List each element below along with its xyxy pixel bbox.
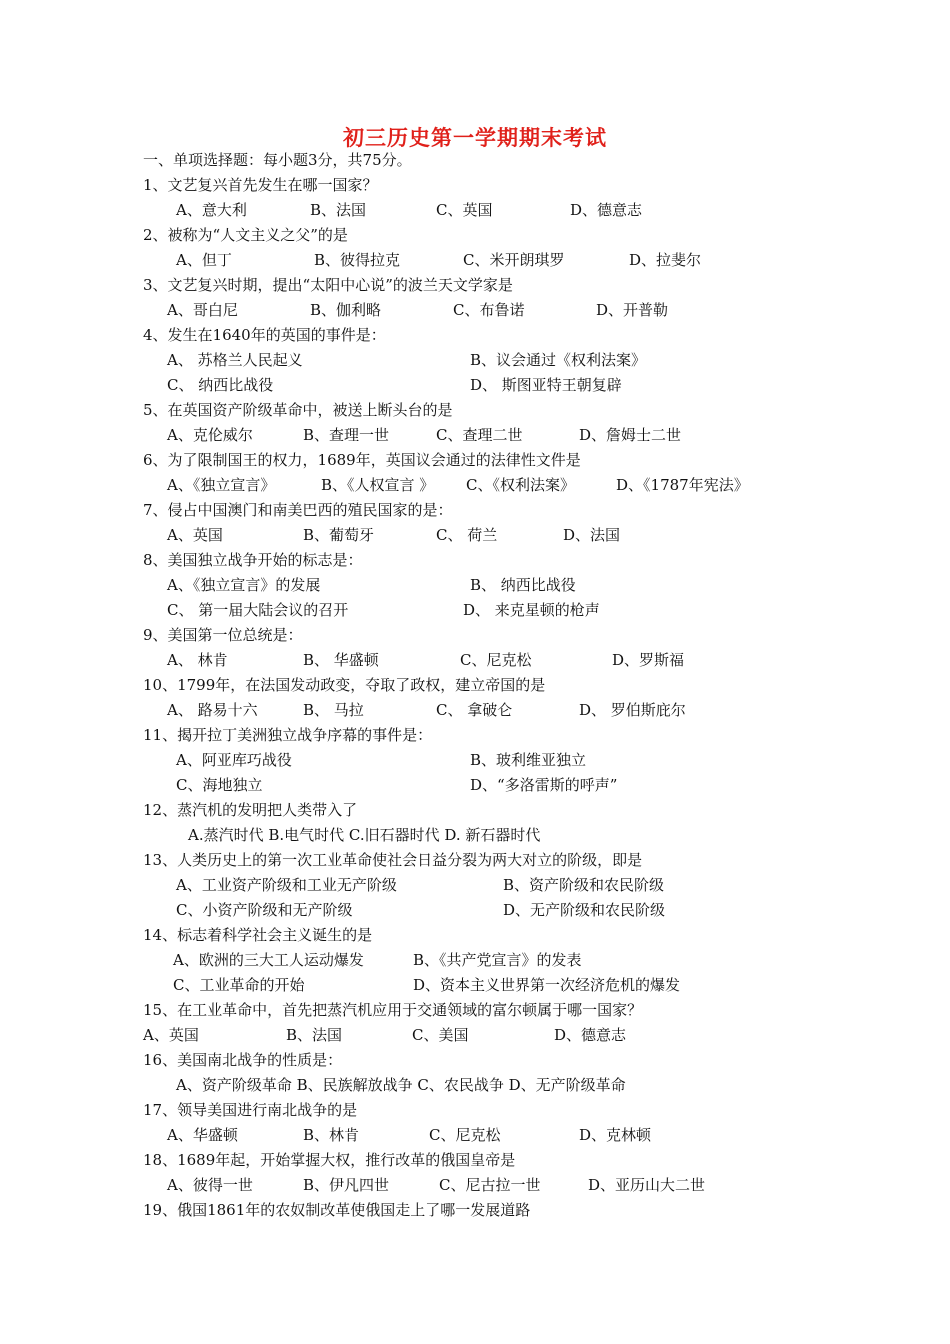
option: D、开普勒: [596, 301, 669, 319]
option: A、克伦威尔: [167, 426, 253, 444]
option: D、资本主义世界第一次经济危机的爆发: [413, 976, 681, 994]
option: C、尼克松: [460, 651, 532, 669]
option: D、德意志: [570, 201, 643, 219]
option: B、葡萄牙: [303, 526, 375, 544]
option: A、彼得一世: [167, 1176, 253, 1194]
option: A、资产阶级革命 B、民族解放战争 C、农民战争 D、无产阶级革命: [176, 1076, 626, 1094]
option: B、伊凡四世: [303, 1176, 390, 1194]
question-stem: 15、在工业革命中，首先把蒸汽机应用于交通领域的富尔顿属于哪一国家？: [143, 1001, 643, 1019]
question-stem: 18、1689年起，开始掌握大权，推行改革的俄国皇帝是: [143, 1151, 516, 1169]
option: D、 来克星顿的枪声: [463, 601, 600, 619]
option: D、拉斐尔: [629, 251, 702, 269]
option: A、 路易十六: [167, 701, 258, 719]
exam-title: 初三历史第一学期期末考试: [343, 126, 607, 150]
option: B、 华盛顿: [303, 651, 379, 669]
option: D、法国: [563, 526, 621, 544]
option: D、 斯图亚特王朝复辟: [470, 376, 622, 394]
question-stem: 9、美国第一位总统是：: [143, 626, 303, 644]
option: D、《1787年宪法》: [616, 476, 749, 494]
option: C、查理二世: [436, 426, 523, 444]
exam-content: [143, 148, 783, 1223]
options-row: [143, 373, 783, 398]
options-row: [143, 348, 783, 373]
option: C、 第一届大陆会议的召开: [167, 601, 349, 619]
options-row: [143, 1123, 783, 1148]
options-row: [143, 423, 783, 448]
question-stem: 16、美国南北战争的性质是：: [143, 1051, 343, 1069]
option: B、议会通过《权利法案》: [470, 351, 647, 369]
option: B、《共产党宣言》的发表: [413, 951, 582, 969]
options-row: [143, 748, 783, 773]
question-stem: 10、1799年，在法国发动政变，夺取了政权，建立帝国的是: [143, 676, 546, 694]
option: A、《独立宣言》的发展: [167, 576, 321, 594]
options-row: [143, 948, 783, 973]
options-row: [143, 1073, 783, 1098]
option: A、英国: [143, 1026, 199, 1044]
option: C、 荷兰: [436, 526, 498, 544]
option: B、查理一世: [303, 426, 390, 444]
option: A、意大利: [176, 201, 247, 219]
option: A、华盛顿: [167, 1126, 238, 1144]
option: A、工业资产阶级和工业无产阶级: [176, 876, 397, 894]
options-row: [143, 1173, 783, 1198]
question-stem: 1、文艺复兴首先发生在哪一国家？: [143, 176, 378, 194]
options-row: [143, 1023, 783, 1048]
option: A、 苏格兰人民起义: [167, 351, 303, 369]
option: B、林肯: [303, 1126, 360, 1144]
option: D、 罗伯斯庇尔: [579, 701, 686, 719]
options-row: [143, 773, 783, 798]
section-heading: 一、单项选择题：每小题3分，共75分。: [143, 151, 412, 169]
option: C、海地独立: [176, 776, 263, 794]
option: B、 马拉: [303, 701, 364, 719]
question-stem: 3、文艺复兴时期，提出“太阳中心说”的波兰天文学家是: [143, 276, 513, 294]
options-row: [143, 648, 783, 673]
question-stem: 5、在英国资产阶级革命中，被送上断头台的是: [143, 401, 453, 419]
question-stem: 7、侵占中国澳门和南美巴西的殖民国家的是：: [143, 501, 453, 519]
options-row: [143, 298, 783, 323]
option: D、无产阶级和农民阶级: [503, 901, 666, 919]
option: C、米开朗琪罗: [463, 251, 565, 269]
question-stem: 14、标志着科学社会主义诞生的是: [143, 926, 373, 944]
option: B、资产阶级和农民阶级: [503, 876, 665, 894]
question-stem: 2、被称为“人文主义之父”的是: [143, 226, 348, 244]
option: B、法国: [310, 201, 367, 219]
option: B、《人权宣言 》: [321, 476, 435, 494]
option: A、《独立宣言》: [167, 476, 276, 494]
option: D、德意志: [554, 1026, 627, 1044]
option: C、工业革命的开始: [173, 976, 305, 994]
option: C、小资产阶级和无产阶级: [176, 901, 353, 919]
question-stem: 19、俄国1861年的农奴制改革使俄国走上了哪一发展道路: [143, 1201, 531, 1219]
option: B、法国: [286, 1026, 343, 1044]
option: A、 林肯: [167, 651, 228, 669]
options-row: [143, 823, 783, 848]
question-stem: 13、人类历史上的第一次工业革命使社会日益分裂为两大对立的阶级，即是: [143, 851, 643, 869]
options-row: [143, 973, 783, 998]
option: A、哥白尼: [167, 301, 238, 319]
option: C、《权利法案》: [466, 476, 575, 494]
option: B、彼得拉克: [314, 251, 401, 269]
question-stem: 6、为了限制国王的权力，1689年，英国议会通过的法律性文件是: [143, 451, 581, 469]
options-row: [143, 873, 783, 898]
options-row: [143, 573, 783, 598]
options-row: [143, 248, 783, 273]
option: C、 纳西比战役: [167, 376, 274, 394]
option: B、玻利维亚独立: [470, 751, 587, 769]
option: C、布鲁诺: [453, 301, 525, 319]
option: A.蒸汽时代 B.电气时代 C.旧石器时代 D. 新石器时代: [188, 826, 541, 844]
option: C、尼古拉一世: [439, 1176, 541, 1194]
option: D、“多洛雷斯的呼声”: [470, 776, 618, 794]
options-row: [143, 523, 783, 548]
option: D、罗斯福: [612, 651, 685, 669]
question-stem: 11、揭开拉丁美洲独立战争序幕的事件是：: [143, 726, 433, 744]
options-row: [143, 598, 783, 623]
options-row: [143, 698, 783, 723]
question-stem: 8、美国独立战争开始的标志是：: [143, 551, 363, 569]
option: A、英国: [167, 526, 223, 544]
option: A、但丁: [176, 251, 232, 269]
option: B、 纳西比战役: [470, 576, 576, 594]
option: C、英国: [436, 201, 493, 219]
option: A、欧洲的三大工人运动爆发: [173, 951, 364, 969]
options-row: [143, 898, 783, 923]
option: B、伽利略: [310, 301, 382, 319]
question-stem: 4、发生在1640年的英国的事件是：: [143, 326, 386, 344]
question-stem: 12、蒸汽机的发明把人类带入了: [143, 801, 358, 819]
option: D、亚历山大二世: [588, 1176, 706, 1194]
question-stem: 17、领导美国进行南北战争的是: [143, 1101, 358, 1119]
options-row: [143, 198, 783, 223]
option: C、尼克松: [429, 1126, 501, 1144]
option: A、阿亚库巧战役: [176, 751, 292, 769]
option: D、克林顿: [579, 1126, 652, 1144]
options-row: [143, 473, 783, 498]
option: C、美国: [412, 1026, 469, 1044]
option: C、 拿破仑: [436, 701, 513, 719]
option: D、詹姆士二世: [579, 426, 682, 444]
